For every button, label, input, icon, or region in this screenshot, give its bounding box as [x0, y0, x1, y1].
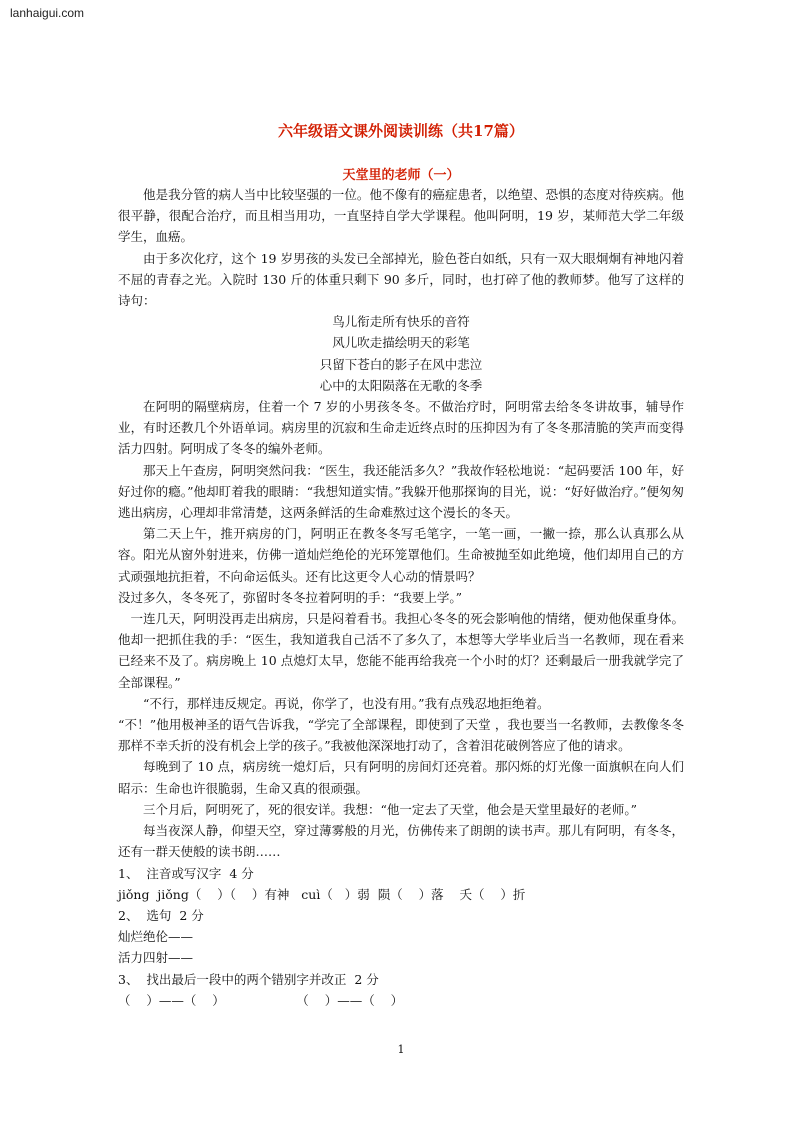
paragraph: 没过多久，冬冬死了，弥留时冬冬拉着阿明的手：“我要上学。”: [118, 589, 463, 605]
poem-line: 心中的太阳陨落在无歌的冬季: [319, 377, 483, 393]
question-line: 3、 找出最后一段中的两个错别字并改正 2 分: [118, 971, 379, 987]
paragraph: 那天上午查房，阿明突然问我：“医生，我还能活多久？”我故作轻松地说：“起码要活 100 年，好好过你的瘾。”他却盯着我的眼睛：“我想知道实情。”我躲开他那探询的目光，说：“好好做治疗。”便匆匆逃出病房，心理却非常清楚，这两条鲜活的生命难熬过这个漫长的冬天。: [118, 462, 684, 521]
paragraph: 每晚到了 10 点，病房统一熄灯后，只有阿明的房间灯还亮着。那闪烁的灯光像一面旗帜在向人们昭示：生命也许很脆弱，生命又真的很顽强。: [118, 759, 684, 796]
document-title: 六年级语文课外阅读训练（共17篇）: [278, 122, 524, 140]
paragraph: “不！”他用极神圣的语气告诉我，“学完了全部课程，即使到了天堂 ，我也要当一名教师，去教像冬冬那样不幸夭折的没有机会上学的孩子。”我被他深深地打动了，含着泪花破例答应了他的请求。: [118, 717, 684, 754]
question-line: 灿烂绝伦——: [118, 929, 194, 945]
question-line: 活力四射——: [118, 950, 194, 966]
paragraph: 在阿明的隔壁病房，住着一个 7 岁的小男孩冬冬。不做治疗时，阿明常去给冬冬讲故事，辅导作业，有时还教几个外语单词。病房里的沉寂和生命走近终点时的压抑因为有了冬冬那清脆的笑声而变得活力四射。阿明成了冬冬的编外老师。: [118, 399, 684, 457]
question-line: 1、 注音或写汉字 4 分: [118, 865, 254, 881]
article-body: [118, 184, 684, 1011]
poem-line: 鸟儿衔走所有快乐的音符: [332, 314, 470, 330]
page-number: 1: [397, 1043, 405, 1056]
paragraph: “不行，那样违反规定。再说，你学了，也没有用。”我有点残忍地拒绝着。: [143, 695, 550, 711]
paragraph: 由于多次化疗，这个 19 岁男孩的头发已全部掉光，脸色苍白如纸，只有一双大眼炯炯有神地闪着不屈的青春之光。入院时 130 斤的体重只剩下 90 多斤，同时，也打碎了他的教师梦。他写了这样的诗句：: [118, 250, 684, 309]
question-line: （ ）——（ ） （ ）——（ ）: [118, 992, 404, 1008]
poem-line: 只留下苍白的影子在风中悲泣: [319, 356, 483, 372]
poem-line: 风儿吹走描绘明天的彩笔: [332, 335, 470, 351]
paragraph: 一连几天，阿明没再走出病房，只是闷着看书。我担心冬冬的死会影响他的情绪，便劝他保重身体。他却一把抓住我的手：“医生，我知道我自己活不了多久了，本想等大学毕业后当一名教师，现在看来已经来不及了。病房晚上 10 点熄灯太早，您能不能再给我亮一个小时的灯？还剩最后一册我就学完了全部课程。”: [118, 611, 684, 690]
paragraph: 每当夜深人静，仰望天空，穿过薄雾般的月光，仿佛传来了朗朗的读书声。那儿有阿明，有冬冬，还有一群天使般的读书朗……: [118, 823, 684, 860]
paragraph: 他是我分管的病人当中比较坚强的一位。他不像有的癌症患者，以绝望、恐惧的态度对待疾病。他很平静，很配合治疗，而且相当用功，一直坚持自学大学课程。他叫阿明，19 岁，某师范大学二年级学生，血癌。: [118, 187, 684, 245]
question-line: jiǒng jiǒng（ ）（ ）有神 cuì（ ）弱 陨（ ）落 夭（ ）折: [118, 886, 526, 902]
article-title: 天堂里的老师（一）: [342, 168, 460, 183]
paragraph: 第二天上午，推开病房的门，阿明正在教冬冬写毛笔字，一笔一画，一撇一捺，那么认真那么从容。阳光从窗外射进来，仿佛一道灿烂绝伦的光环笼罩他们。生命被抛至如此绝境，他们却用自己的方式顽强地抗拒着，不向命运低头。还有比这更令人心动的情景吗？: [118, 526, 684, 584]
paragraph: 三个月后，阿明死了，死的很安详。我想：“他一定去了天堂，他会是天堂里最好的老师。”: [143, 801, 638, 817]
question-line: 2、 选句 2 分: [118, 907, 204, 923]
site-watermark: lanhaigui.com: [10, 6, 85, 20]
